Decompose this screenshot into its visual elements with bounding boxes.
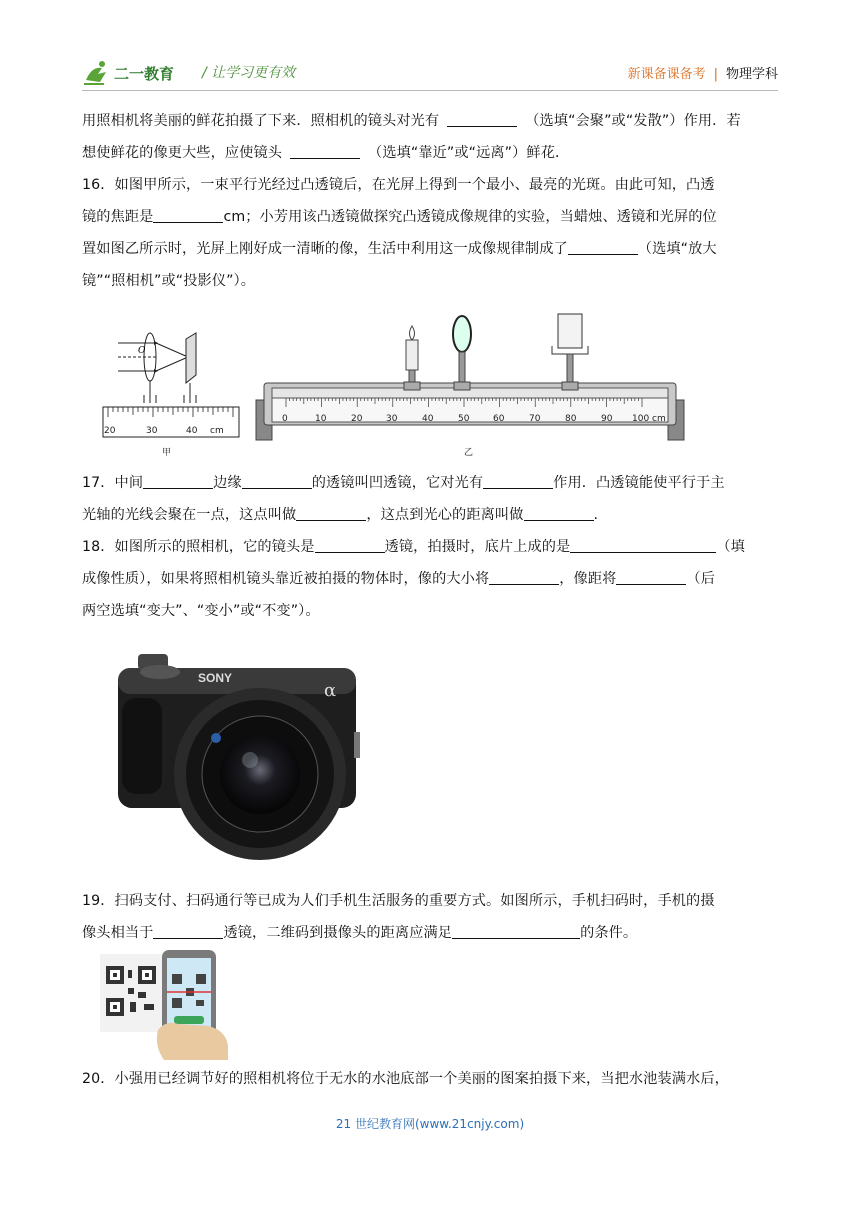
ruler-tick-label: 40	[422, 414, 434, 424]
question-16: 16．如图甲所示，一束平行光经过凸透镜后，在光屏上得到一个最小、最亮的光斑。由此可知，凸透	[82, 177, 715, 193]
answer-blank[interactable]	[447, 112, 517, 127]
ruler-tick-label: 80	[565, 414, 577, 424]
answer-blank[interactable]	[143, 474, 213, 489]
answer-blank[interactable]	[153, 208, 223, 223]
question-18: 18．如图所示的照相机，它的镜头是 透镜，拍摄时，底片上成的是 （填	[82, 539, 745, 555]
page-header	[82, 56, 778, 90]
answer-blank[interactable]	[452, 924, 580, 939]
ruler-tick-label: 0	[282, 414, 288, 424]
ruler-tick-label: 60	[493, 414, 505, 424]
camera-alpha: α	[324, 680, 337, 701]
answer-blank[interactable]	[290, 144, 360, 159]
answer-blank[interactable]	[242, 474, 312, 489]
ruler-tick-label: 100 cm	[632, 414, 666, 424]
answer-blank[interactable]	[153, 924, 223, 939]
svg-text:二一教育: 二一教育	[114, 65, 175, 83]
ruler-tick-label: 40	[186, 426, 198, 436]
header-divider	[82, 90, 778, 91]
subject-label: 物理学科	[725, 67, 778, 82]
answer-blank[interactable]	[483, 474, 553, 489]
text-line: 成像性质），如果将照相机镜头靠近被拍摄的物体时，像的大小将 ，像距将 （后	[82, 571, 715, 587]
course-label: 新课备课备考	[627, 67, 706, 82]
camera-image	[110, 642, 360, 867]
ruler-tick-label: 10	[315, 414, 327, 424]
answer-blank[interactable]	[524, 506, 594, 521]
optical-center-label: O	[138, 346, 146, 356]
text-line: 镜的焦距是 cm；小芳用该凸透镜做探究凸透镜成像规律的实验，当蜡烛、透镜和光屏的位	[82, 209, 717, 225]
camera-brand: SONY	[198, 671, 233, 685]
answer-blank[interactable]	[570, 538, 716, 553]
text-line: 想使鲜花的像更大些，应使镜头 （选填“靠近”或“远离”）鲜花．	[82, 145, 570, 161]
text-line: 像头相当于 透镜，二维码到摄像头的距离应满足 的条件。	[82, 925, 638, 941]
text-line: 置如图乙所示时，光屏上刚好成一清晰的像，生活中利用这一成像规律制成了 （选填“放大	[82, 241, 717, 257]
figure-caption: 乙	[464, 448, 474, 458]
ruler-tick-label: 30	[386, 414, 398, 424]
lens-icon	[453, 316, 471, 390]
question-20: 20．小强用已经调节好的照相机将位于无水的水池底部一个美丽的图案拍摄下来，当把水池装满水后，	[82, 1071, 729, 1087]
answer-blank[interactable]	[616, 570, 686, 585]
text-line: 两空选填“变大”、“变小”或“不变”）。	[82, 603, 320, 619]
figure-jia	[100, 325, 245, 460]
answer-blank[interactable]	[568, 240, 638, 255]
site-logo	[82, 58, 182, 88]
ruler-tick-label: 50	[458, 414, 470, 424]
header-separator: |	[713, 67, 718, 82]
slogan: / 让学习更有效	[202, 65, 296, 81]
answer-blank[interactable]	[315, 538, 385, 553]
text-line: 光轴的光线会聚在一点，这点叫做 ，这点到光心的距离叫做 .	[82, 507, 599, 523]
answer-blank[interactable]	[489, 570, 559, 585]
candle-icon	[404, 326, 420, 390]
page-footer: 21 世纪教育网(www.21cnjy.com)	[335, 1117, 525, 1131]
ruler-tick-label: 20	[351, 414, 363, 424]
screen-icon	[552, 314, 588, 390]
text-line: 镜”“照相机”或“投影仪”）。	[82, 273, 256, 289]
ruler-unit-label: cm	[210, 426, 224, 436]
figure-caption: 甲	[162, 448, 172, 458]
text-line: 用照相机将美丽的鲜花拍摄了下来．照相机的镜头对光有 （选填“会聚”或“发散”）作用．若	[82, 113, 741, 129]
ruler-tick-label: 90	[601, 414, 613, 424]
question-17: 17．中间 边缘 的透镜叫凹透镜，它对光有 作用．凸透镜能使平行于主	[82, 475, 725, 491]
figure-yi	[252, 310, 692, 460]
ruler-tick-label: 20	[104, 426, 116, 436]
question-19: 19．扫码支付、扫码通行等已成为人们手机生活服务的重要方式。如图所示，手机扫码时，手机的摄	[82, 893, 715, 909]
answer-blank[interactable]	[296, 506, 366, 521]
ruler-tick-label: 30	[146, 426, 158, 436]
ruler-tick-label: 70	[529, 414, 541, 424]
qr-scan-image	[100, 950, 235, 1060]
